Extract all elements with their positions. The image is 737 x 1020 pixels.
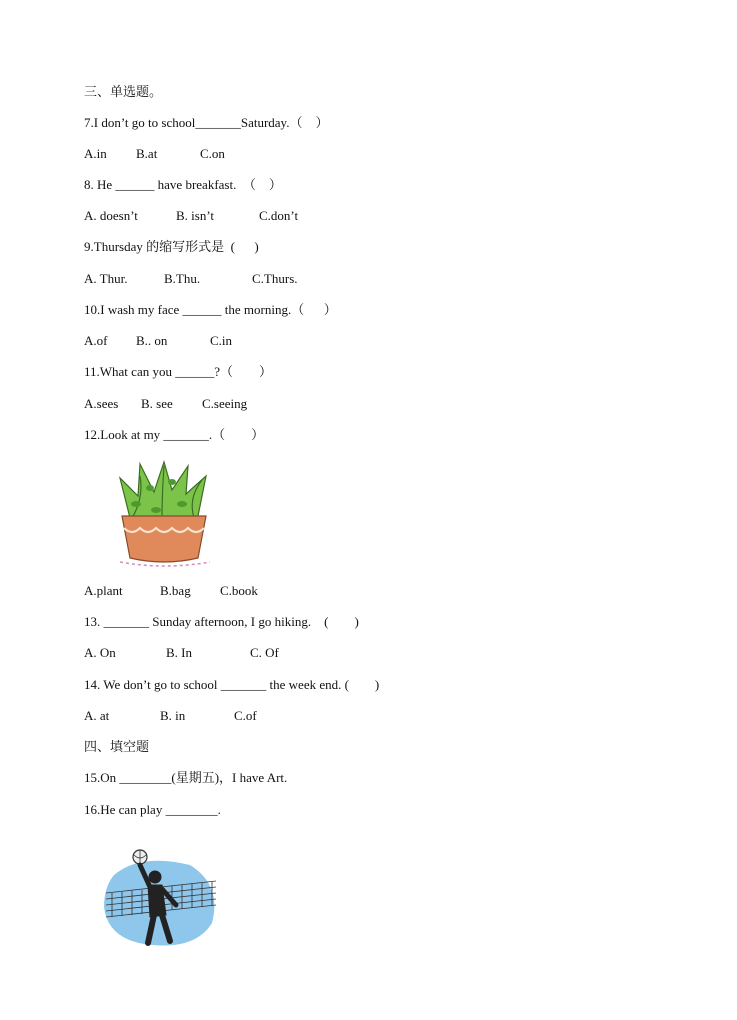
option-c: C.of [234, 708, 257, 723]
question-9: 9.Thursday 的缩写形式是 ( ) [84, 239, 259, 254]
question-7: 7.I don’t go to school_______Saturday.（ ） [84, 115, 329, 130]
option-b: B. see [141, 396, 173, 411]
question-14: 14. We don’t go to school _______ the week end. ( ) [84, 677, 380, 692]
option-b: B.at [136, 146, 158, 161]
option-c: C.Thurs. [252, 271, 298, 286]
option-c: C.on [200, 146, 225, 161]
option-a: A.of [84, 333, 108, 348]
option-c: C.seeing [202, 396, 248, 411]
potted-plant-image [110, 458, 218, 570]
option-b: B.. on [136, 333, 168, 348]
option-c: C.book [220, 583, 258, 598]
option-a: A. doesn’t [84, 208, 138, 223]
option-b: B. in [160, 708, 186, 723]
option-b: B. In [166, 645, 192, 660]
question-16: 16.He can play ________. [84, 802, 221, 817]
volleyball-image [100, 845, 222, 950]
option-a: A.plant [84, 583, 123, 598]
option-a: A. at [84, 708, 110, 723]
option-a: A.in [84, 146, 107, 161]
question-12: 12.Look at my _______.（ ） [84, 427, 265, 442]
option-c: C.in [210, 333, 233, 348]
option-b: B. isn’t [176, 208, 215, 223]
question-13: 13. _______ Sunday afternoon, I go hiking. ( ) [84, 614, 359, 629]
question-10: 10.I wash my face ______ the morning.（ ） [84, 302, 337, 317]
option-a: A.sees [84, 396, 119, 411]
option-c: C. Of [250, 645, 279, 660]
option-c: C.don’t [259, 208, 299, 223]
question-8: 8. He ______ have breakfast. （ ） [84, 177, 282, 192]
option-a: A. On [84, 645, 116, 660]
section-heading-single-choice: 三、单选题。 [84, 84, 163, 99]
option-b: B.bag [160, 583, 191, 598]
question-11: 11.What can you ______?（ ） [84, 364, 272, 379]
option-a: A. Thur. [84, 271, 128, 286]
question-15: 15.On ________(星期五)，I have Art. [84, 770, 288, 785]
section-heading-fill-in: 四、填空题 [84, 739, 150, 754]
option-b: B.Thu. [164, 271, 201, 286]
